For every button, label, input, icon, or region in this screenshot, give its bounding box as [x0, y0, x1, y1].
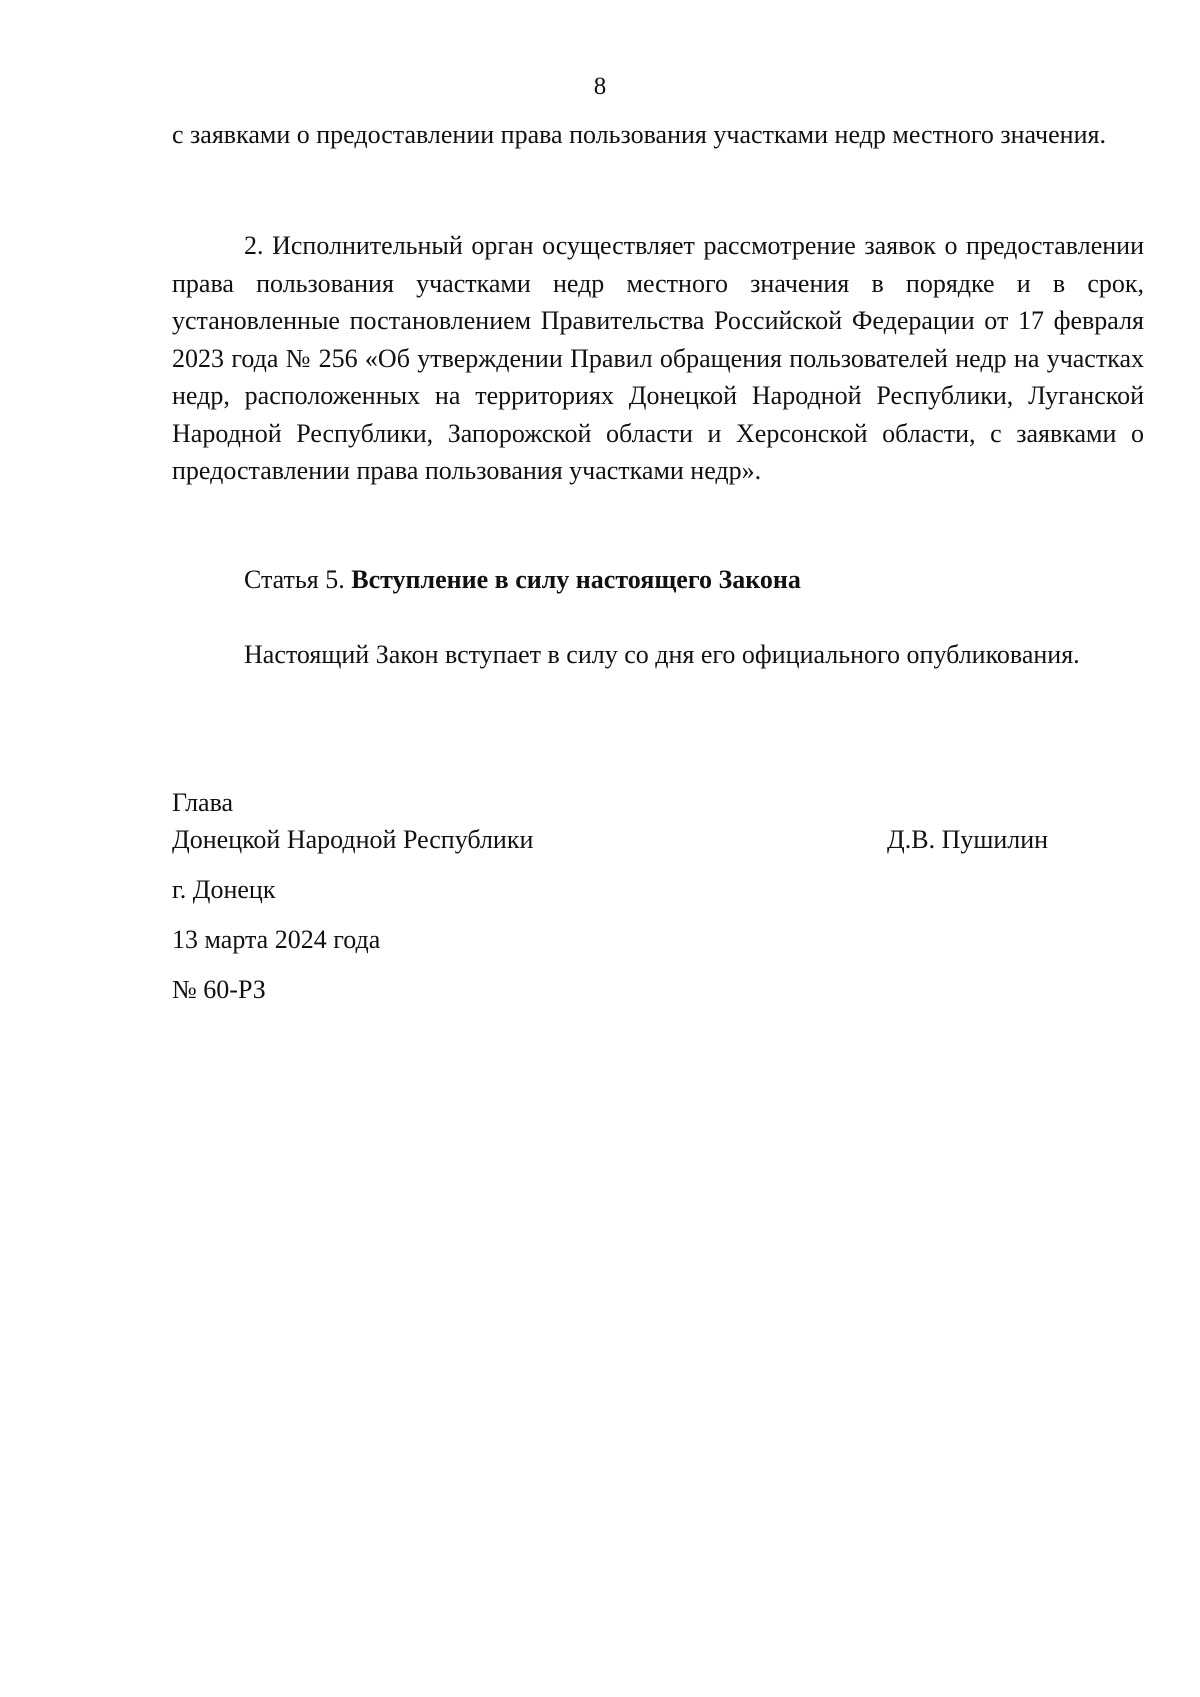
article-5-heading — [244, 561, 801, 599]
paragraph-continuation: с заявками о предоставлении права пользования участками недр местного значения. — [172, 120, 1106, 149]
paragraph-2: 2. Исполнительный орган осуществляет рассмотрение заявок о предоставлении права пользования участками недр местного значения в порядке и в срок, установленные постановлением Правительства Российской Федерации от 17 февраля 2023 года № 256 «Об утверждении Правил обращения пользователей недр на участках недр, расположенных на территориях Донецкой Народной Республики, Луганской Народной Республики, Запорожской области и Херсонской области, с заявками о предоставлении права пользования участками недр». — [172, 231, 1144, 485]
article-label: Статья 5. — [244, 565, 345, 594]
article-title: Вступление в силу настоящего Закона — [351, 565, 801, 594]
page-number: 8 — [593, 73, 607, 100]
article-5-text: Настоящий Закон вступает в силу со дня его официального опубликования. — [244, 640, 1080, 669]
law-number: № 60-РЗ — [172, 975, 266, 1004]
signatory-name: Д.В. Пушилин — [887, 825, 1049, 854]
signatory-position-line2: Донецкой Народной Республики — [172, 825, 534, 854]
signatory-position-line1: Глава — [172, 788, 234, 817]
signing-date: 13 марта 2024 года — [172, 925, 381, 954]
signing-city: г. Донецк — [172, 875, 276, 904]
